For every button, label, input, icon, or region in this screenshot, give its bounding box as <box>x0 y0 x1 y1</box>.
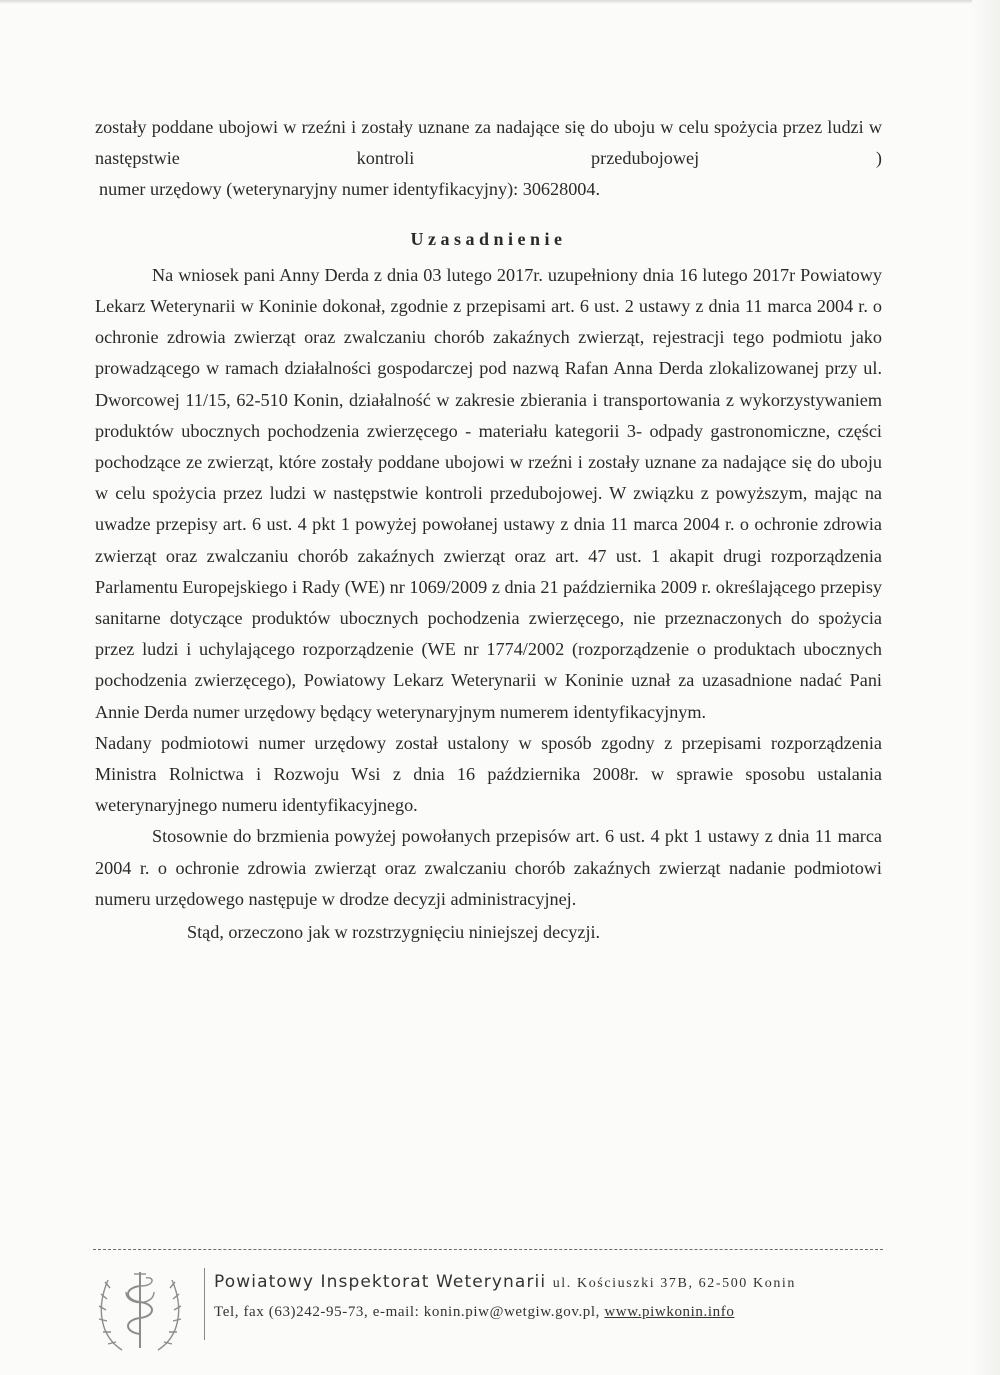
institution-name: Powiatowy Inspektorat Weterynarii <box>214 1272 547 1292</box>
official-number-line: numer urzędowy (weterynaryjny numer identyfikacyjny): 30628004. <box>99 179 601 200</box>
paragraph-continuation: zostały poddane ubojowi w rzeźni i zostały uznane za nadające się do uboju w celu spożycia przez ludzi w następstwie kontroli przedubojowej ) <box>95 117 882 169</box>
assignment-paragraph: Nadany podmiotowi numer urzędowy został ustalony w sposób zgodny z przepisami rozporządzenia Ministra Rolnictwa i Rozwoju Wsi z dnia 16 października 2008r. w sprawie sposobu ustalania weterynaryjnego numeru identyfikacyjnego. <box>95 732 882 816</box>
footer-institution-line <box>214 1272 796 1292</box>
institution-address: ul. Kościuszki 37B, 62-500 Konin <box>552 1276 797 1291</box>
website-link[interactable]: www.piwkonin.info <box>604 1304 735 1320</box>
contact-details: Tel, fax (63)242-95-73, e-mail: konin.piw@wetgiw.gov.pl, <box>214 1304 601 1320</box>
footer-divider-line <box>93 1249 883 1250</box>
footer-vertical-divider <box>204 1268 205 1340</box>
document-body <box>95 112 882 948</box>
caduceus-wreath-icon <box>86 1262 194 1358</box>
scan-edge-top <box>0 0 1000 4</box>
footer-contact-line <box>214 1304 734 1321</box>
scan-edge-right <box>972 0 1000 1375</box>
legal-basis-paragraph: Stosownie do brzmienia powyżej powołanych przepisów art. 6 ust. 4 pkt 1 ustawy z dnia 11 marca 2004 r. o ochronie zdrowia zwierząt oraz zwalczaniu chorób zakaźnych zwierząt nadanie podmiotowi numeru urzędowego następuje w drodze decyzji administracyjnej. <box>95 826 882 909</box>
justification-paragraph: Na wniosek pani Anny Derda z dnia 03 lutego 2017r. uzupełniony dnia 16 lutego 2017r Powiatowy Lekarz Weterynarii w Koninie dokonał, zgodnie z przepisami art. 6 ust. 2 ustawy z dnia 11 marca 2004 r. o ochronie zdrowia zwierząt oraz zwalczaniu chorób zakaźnych zwierząt, rejestracji tego podmiotu jako prowadzącego w ramach działalności gospodarczej pod nazwą Rafan Anna Derda zlokalizowanej przy ul. Dworcowej 11/15, 62-510 Konin, działalność w zakresie zbierania i transportowania z wykorzystywaniem produktów ubocznych pochodzenia zwierzęcego - materiału kategorii 3- odpady gastronomiczne, części pochodzące ze zwierząt, które zostały poddane ubojowi w rzeźni i zostały uznane za nadające się do uboju w celu spożycia przez ludzi w następstwie kontroli przedubojowej. W związku z powyższym, mając na uwadze przepisy art. 6 ust. 4 pkt 1 powyżej powołanej ustawy z dnia 11 marca 2004 r. o ochronie zdrowia zwierząt oraz zwalczaniu chorób zakaźnych zwierząt oraz art. 47 ust. 1 akapit drugi rozporządzenia Parlamentu Europejskiego i Rady (WE) nr 1069/2009 z dnia 21 października 2009 r. określającego przepisy sanitarne dotyczące produktów ubocznych pochodzenia zwierzęcego, nie przeznaczonych do spożycia przez ludzi i uchylającego rozporządzenie (WE nr 1774/2002 (rozporządzenie o produktach ubocznych pochodzenia zwierzęcego), Powiatowy Lekarz Weterynarii w Koninie uznał za uzasadnione nadać Pani Annie Derda numer urzędowy będący weterynaryjnym numerem identyfikacyjnym. <box>95 264 882 722</box>
section-heading: Uzasadnienie <box>410 228 567 249</box>
closing-sentence: Stąd, orzeczono jak w rozstrzygnięciu niniejszej decyzji. <box>187 922 601 943</box>
